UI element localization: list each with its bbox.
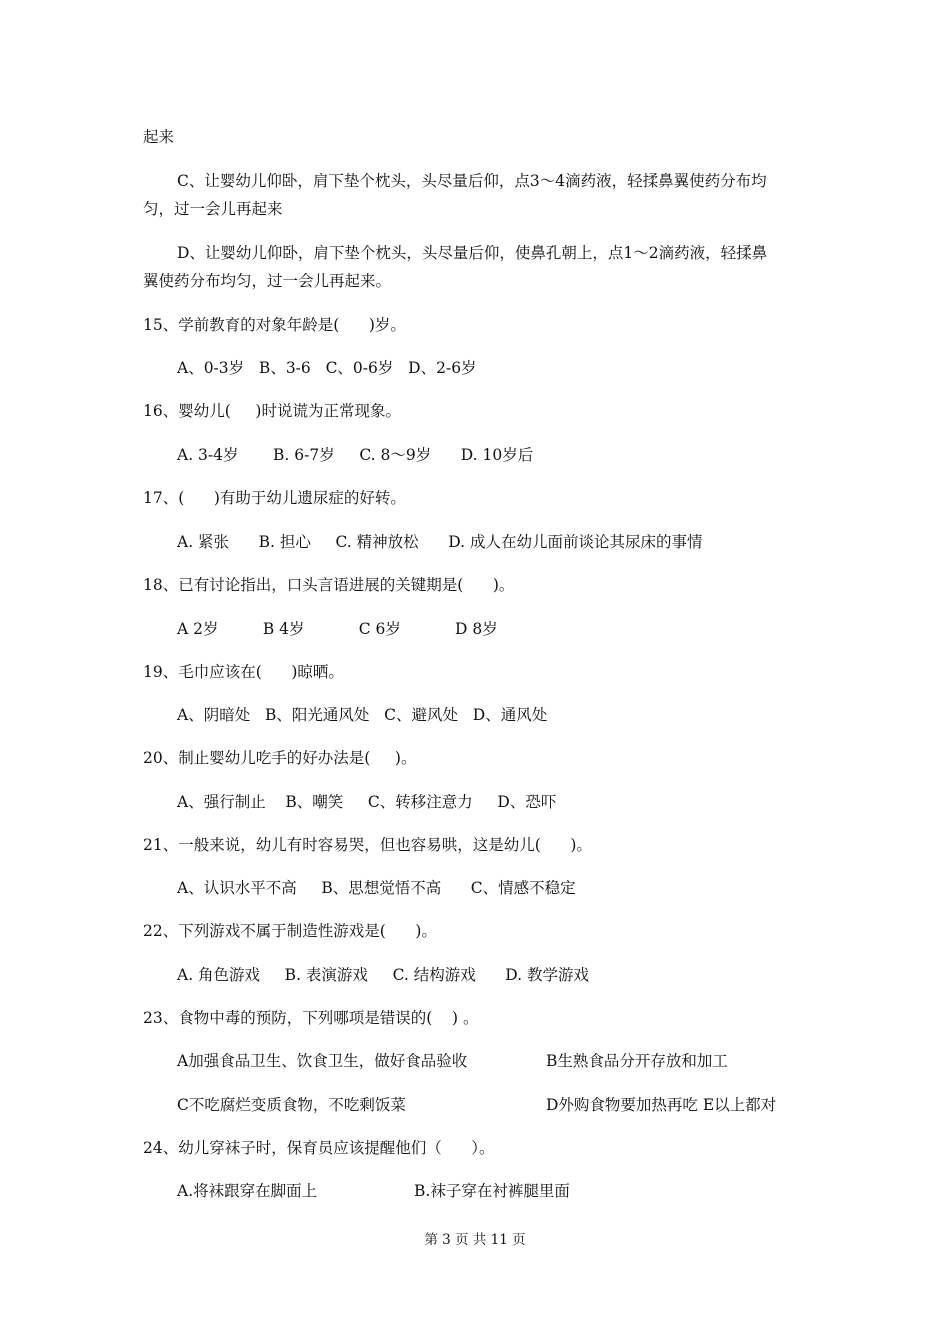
question-19-options: A、阴暗处 B、阳光通风处 C、避风处 D、通风处 <box>177 706 548 724</box>
question-24-option-b: B.袜子穿在衬裤腿里面 <box>414 1182 570 1200</box>
text-line: 匀，过一会儿再起来 <box>143 200 283 218</box>
question-24-option-a: A.将袜跟穿在脚面上 <box>177 1182 318 1200</box>
question-22-options: A. 角色游戏 B. 表演游戏 C. 结构游戏 D. 教学游戏 <box>177 966 590 984</box>
question-24: 24、幼儿穿袜子时，保育员应该提醒他们（ ）。 <box>143 1139 495 1157</box>
question-23-option-d: D外购食物要加热再吃 E以上都对 <box>546 1096 777 1114</box>
text-line: 翼使药分布均匀，过一会儿再起来。 <box>143 272 392 290</box>
question-18: 18、已有讨论指出，口头言语进展的关键期是( )。 <box>143 576 515 594</box>
question-15: 15、学前教育的对象年龄是( )岁。 <box>143 316 406 334</box>
text-line: 起来 <box>143 128 175 146</box>
question-19: 19、毛巾应该在( )晾晒。 <box>143 663 344 681</box>
question-23: 23、食物中毒的预防，下列哪项是错误的( ) 。 <box>143 1009 479 1027</box>
question-20: 20、制止婴幼儿吃手的好办法是( )。 <box>143 749 417 767</box>
question-23-option-b: B生熟食品分开存放和加工 <box>546 1052 728 1070</box>
question-21: 21、一般来说，幼儿有时容易哭，但也容易哄，这是幼儿( )。 <box>143 836 592 854</box>
question-22: 22、下列游戏不属于制造性游戏是( )。 <box>143 922 437 940</box>
question-16-options: A. 3-4岁 B. 6-7岁 C. 8～9岁 D. 10岁后 <box>177 446 534 464</box>
question-23-option-c: C不吃腐烂变质食物，不吃剩饭菜 <box>177 1096 406 1114</box>
question-15-options: A、0-3岁 B、3-6 C、0-6岁 D、2-6岁 <box>177 359 477 377</box>
question-20-options: A、强行制止 B、嘲笑 C、转移注意力 D、恐吓 <box>177 793 557 811</box>
question-17-options: A. 紧张 B. 担心 C. 精神放松 D. 成人在幼儿面前谈论其尿床的事情 <box>177 533 703 551</box>
question-16: 16、婴幼儿( )时说谎为正常现象。 <box>143 402 401 420</box>
option-c-line: C、让婴幼儿仰卧，肩下垫个枕头，头尽量后仰，点3～4滴药液，轻揉鼻翼使药分布均 <box>177 172 767 190</box>
option-d-line: D、让婴幼儿仰卧，肩下垫个枕头，头尽量后仰，使鼻孔朝上，点1～2滴药液，轻揉鼻 <box>177 244 768 262</box>
question-18-options: A 2岁 B 4岁 C 6岁 D 8岁 <box>177 620 498 638</box>
page-footer: 第 3 页 共 11 页 <box>424 1232 526 1248</box>
question-23-option-a: A加强食品卫生、饮食卫生，做好食品验收 <box>177 1052 468 1070</box>
question-17: 17、( )有助于幼儿遗尿症的好转。 <box>143 489 406 507</box>
question-21-options: A、认识水平不高 B、思想觉悟不高 C、情感不稳定 <box>177 879 576 897</box>
